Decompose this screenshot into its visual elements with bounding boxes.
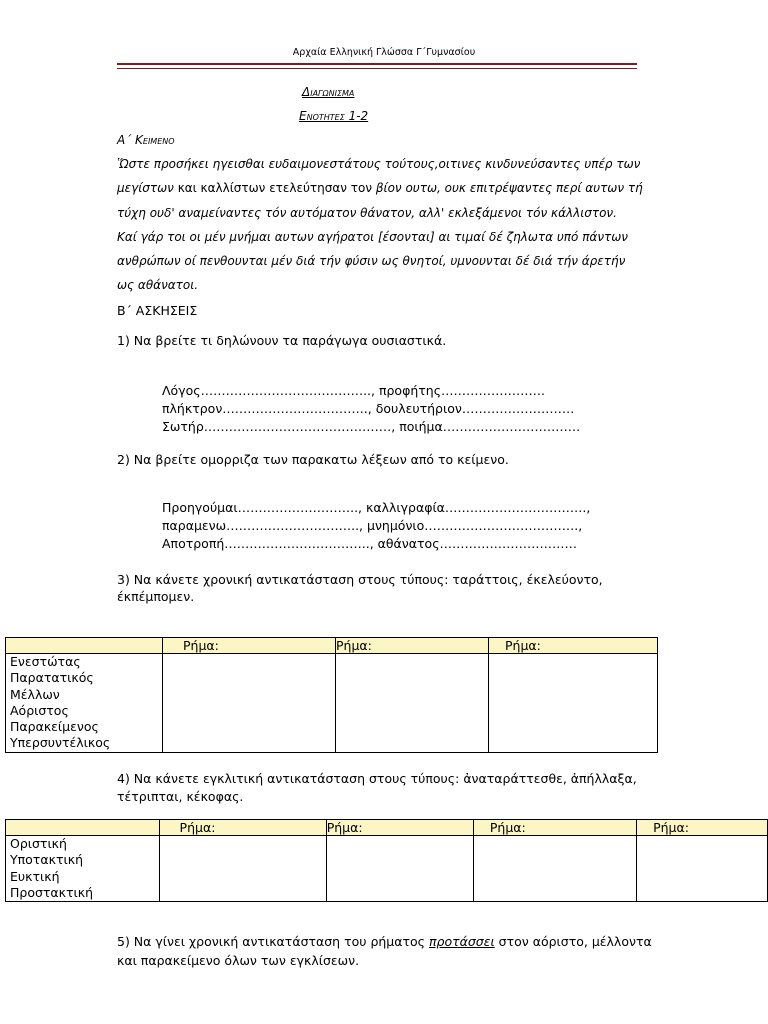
q2-line-3: Αποτροπή…………………………….., αθάνατος……………………………	[162, 536, 578, 551]
question-1: 1) Να βρείτε τι δηλώνουν τα παράγωγα ουσιαστικά.	[117, 333, 447, 348]
question-5-line-1	[117, 934, 652, 949]
tense-label: Ενεστώτας	[10, 654, 81, 669]
mood-table-body	[6, 836, 768, 902]
mood-table-header-cell: Ρήμα:	[637, 820, 768, 836]
text-heading: Α΄ Κειμενο	[117, 133, 175, 147]
exercises-heading: Β΄ ΑΣΚΗΣΕΙΣ	[117, 303, 198, 318]
q2-line-2: παραμενω………………………….., μνημόνιο……………………………….,	[162, 518, 583, 533]
tense-label: Υπερσυντέλικος	[10, 735, 111, 751]
tense-table-header	[6, 638, 658, 654]
question-4-line-2: τέτριπται, κέκοφας.	[117, 789, 244, 804]
tense-table-corner	[6, 638, 163, 654]
tense-label: Παρατατικός	[10, 670, 94, 686]
tense-labels	[6, 654, 163, 753]
mood-label: Ευκτική	[10, 868, 60, 884]
text-line-2-c: βίον ουτω, ουκ επιτρέψαντες περί αυτων τή	[375, 181, 643, 195]
answer-cell[interactable]	[159, 836, 326, 902]
question-2: 2) Να βρείτε ομορριζα των παρακατω λέξεων από το κείμενο.	[117, 452, 509, 467]
q5-verb: προτάσσει	[428, 934, 495, 949]
exam-units: Ενοτητες 1-2	[299, 109, 369, 123]
exam-title: Διαγωνισμα	[302, 85, 355, 99]
text-line-3: τύχη ουδ' αναμείναντες τόν αυτόματον θάνατον, αλλ' εκλεξάμενοι τόν κάλλιστον.	[117, 206, 617, 220]
tense-table-header-cell: Ρήμα:	[489, 638, 658, 654]
q1-line-2: πλήκτρον…………………………….., δουλευτήριον………………………	[162, 401, 575, 416]
mood-table-header-cell: Ρήμα:	[326, 820, 473, 836]
text-line-4: Καί γάρ τοι οι μέν μνήμαι αυτων αγήρατοι [έσονται] αι τιμαί δέ ζηλωτα υπό πάντων	[117, 230, 629, 244]
q2-line-1: Προηγούμαι……………………….., καλλιγραφία…………………………….,	[162, 500, 591, 515]
tense-label: Παρακείμενος	[10, 719, 99, 735]
question-3-line-1: 3) Να κάνετε χρονική αντικατάσταση στους τύπους: ταράττοις, έκελεύοντο,	[117, 572, 603, 587]
header-rule-thin	[117, 68, 637, 69]
q1-line-1: Λόγος………………………………….., προφήτης…………………….	[162, 383, 546, 398]
text-line-6: ως αθάνατοι.	[117, 278, 199, 292]
tense-label: Μέλλων	[10, 686, 60, 702]
running-header: Αρχαία Ελληνική Γλώσσα Γ΄Γυμνασίου	[292, 47, 476, 58]
answer-cell[interactable]	[326, 836, 473, 902]
text-line-1: Ὥστε προσήκει ηγεισθαι ευδαιμονεστάτους τούτους,οιτινες κινδυνεύσαντες υπέρ των	[117, 157, 641, 171]
mood-label: Υποτακτική	[10, 852, 83, 868]
mood-label: Προστακτική	[10, 884, 94, 900]
mood-labels	[6, 836, 160, 902]
text-line-2-b: και καλλίστων ετελεύτησαν τον	[173, 181, 376, 195]
answer-cell[interactable]	[163, 654, 336, 753]
answer-cell[interactable]	[637, 836, 768, 902]
tense-table-body	[6, 654, 658, 753]
answer-cell[interactable]	[336, 654, 489, 753]
mood-table-corner	[6, 820, 160, 836]
question-4-line-1: 4) Να κάνετε εγκλιτική αντικατάσταση στους τύπους: ἀναταράττεσθε, ἀπήλλαξα,	[117, 771, 637, 786]
text-line-2-a: μεγίστων	[117, 181, 174, 195]
header-rule	[117, 63, 637, 65]
tense-label: Αόριστος	[10, 702, 69, 718]
mood-table-header-cell: Ρήμα:	[159, 820, 326, 836]
text-line-5: ανθρώπων οί πενθουνται μέν διά τήν φύσιν ως θνητοί, υμνουνται δέ διά τήν άρετήν	[117, 254, 626, 268]
tense-table-header-cell: Ρήμα:	[163, 638, 336, 654]
tense-table	[5, 637, 658, 753]
question-5-line-2: και παρακείμενο όλων των εγκλίσεων.	[117, 953, 360, 968]
q5-text-a: 5) Να γίνει χρονική αντικατάσταση του ρήματος	[117, 934, 429, 949]
text-line-2	[117, 181, 643, 195]
q1-line-3: Σωτήρ………………………………………, ποιήμα……………………………	[162, 419, 581, 434]
answer-cell[interactable]	[489, 654, 658, 753]
q5-text-c: στον αόριστο, μέλλοντα	[494, 934, 652, 949]
tense-table-header-cell: Ρήμα:	[336, 638, 489, 654]
mood-table-header-cell: Ρήμα:	[473, 820, 636, 836]
answer-cell[interactable]	[473, 836, 636, 902]
mood-table	[5, 819, 768, 902]
mood-label: Οριστική	[10, 836, 67, 851]
question-3-line-2: έκπέμπομεν.	[117, 589, 195, 604]
mood-table-header	[6, 820, 768, 836]
